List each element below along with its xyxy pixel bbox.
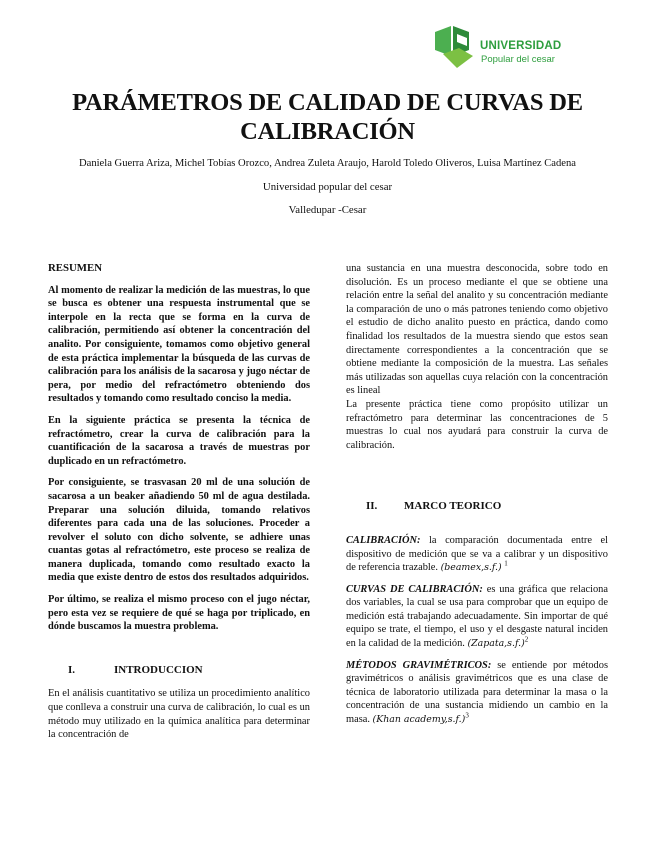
resumen-paragraph: Por consiguiente, se trasvasan 20 ml de una solución de sacarosa a un beaker añadiendo 50 ml de agua destilada. Preparar una solución diluida, tomando relativos diferentes para cada una de las soluciones. Proceder a revolver el soluto con dicho solvente, se adhiere unas cuantas gotas al refractómetro, este proceso se realiza de manera duplicada, tomando como resultado exacto la media que existe dentro de estos dos resultados adquiridos.: [48, 477, 310, 584]
intro-paragraph-continued: una sustancia en una muestra desconocida, sobre todo en disolución. Es un proceso mediante el que se obtiene una relación entre la señal del analito y su concentración mediante la comparación de uno o más patrones teniendo como objetivo el estudio de dicho analito puesto en práctica, dando como finalidad los resultados de la muestra siendo que estos sean directamente correspondientes a la concentración que se obtiene mediante la composición de la muestra. Las señales más utilizadas son aquellas cuya relación con la concentración es lineal: [346, 263, 608, 397]
definition-curvas: [346, 583, 608, 651]
resumen-paragraph: Por último, se realiza el mismo proceso con el jugo néctar, pero esta vez se requiere de qué se haga por triplicado, en dónde buscamos la muestra problema.: [48, 594, 310, 633]
definition-text: es una gráfica que relaciona dos variables, la cual se usa para comprobar que un equipo de medición está trabajando adecuadamente. Sin importar de qué equipo se trate, el tiempo, el uso y el desgaste natural inciden en la calidad de la medición.: [346, 583, 608, 650]
logo-emblem-icon: [433, 24, 477, 70]
city: Valledupar -Cesar: [288, 204, 367, 216]
footnote-ref: 2: [524, 635, 529, 644]
resumen-paragraph: Al momento de realizar la medición de las muestras, lo que se busca es obtener una respuesta instrumental que se interpole en la recta que se forma en la curva de calibración, permitiendo así obtener la concentración del analito. Por consiguiente, tomamos como objetivo general de esta práctica implementar la búsqueda de las curvas de calibración para los análisis de la sacarosa y jugo néctar de pera, por medio del refractómetro obteniendo dos resultados y tomando como resultado conciso la media.: [48, 284, 310, 405]
citation: (beamex,s.f.): [440, 562, 502, 574]
footnote-ref: 1: [504, 559, 508, 568]
section-title: MARCO TEORICO: [404, 500, 502, 513]
definition-text: la comparación documentada entre el dispositivo de medición que se va a calibrar y un dispositivo de referencia trazable.: [346, 534, 608, 574]
definition-metodos: [346, 659, 608, 727]
logo-tagline: Popular del cesar: [481, 54, 555, 65]
logo-name: UNIVERSIDAD: [480, 40, 562, 52]
intro-paragraph: En el análisis cuantitativo se utiliza un procedimiento analítico que conlleva a construir una curva de calibración, lo cual es un método muy utilizado en la química analítica para determinar la concentración de: [48, 688, 310, 741]
resumen-paragraph: En la siguiente práctica se presenta la técnica de refractómetro, crear la curva de calibración para la cuantificación de la sacarosa a través de muestras por duplicado en un refractómetro.: [48, 414, 310, 467]
citation: (Khan academy,s.f.): [372, 714, 466, 726]
left-column: [48, 262, 310, 742]
intro-paragraph: La presente práctica tiene como propósito utilizar un refractómetro para determinar las concentraciones de 5 muestras lo cual nos ayudará para construir la curva de calibración.: [346, 398, 608, 451]
definition-term: CALIBRACIÓN:: [346, 534, 421, 546]
resumen-heading: RESUMEN: [48, 262, 102, 274]
university-logo: [433, 24, 573, 72]
citation: (Zapata,s.f.): [467, 638, 525, 650]
author-list: Daniela Guerra Ariza, Michel Tobías Orozco, Andrea Zuleta Araujo, Harold Toledo Oliveros, Luisa Martínez Cadena: [78, 158, 577, 169]
definition-text: se entiende por métodos gravimétricos o análisis gravimétricos que es una clase de técnica de laboratorio utilizada para determinar la masa o la concentración de una sustancia midiendo un cambio en la masa.: [346, 659, 608, 726]
definition-term: MÉTODOS GRAVIMÉTRICOS:: [346, 659, 492, 671]
footnote-ref: 3: [465, 711, 469, 720]
definition-term: CURVAS DE CALIBRACIÓN:: [346, 583, 483, 595]
definition-calibracion: [346, 534, 608, 575]
paper-title: PARÁMETROS DE CALIDAD DE CURVAS DE CALIBRACIÓN: [72, 89, 583, 145]
section-number: I.: [68, 663, 76, 676]
right-column: [346, 262, 608, 727]
affiliation: Universidad popular del cesar: [262, 181, 393, 193]
section-heading-intro: [48, 664, 310, 678]
section-heading-marco: [346, 500, 608, 514]
section-number: II.: [366, 500, 378, 513]
section-title: INTRODUCCION: [114, 663, 203, 676]
